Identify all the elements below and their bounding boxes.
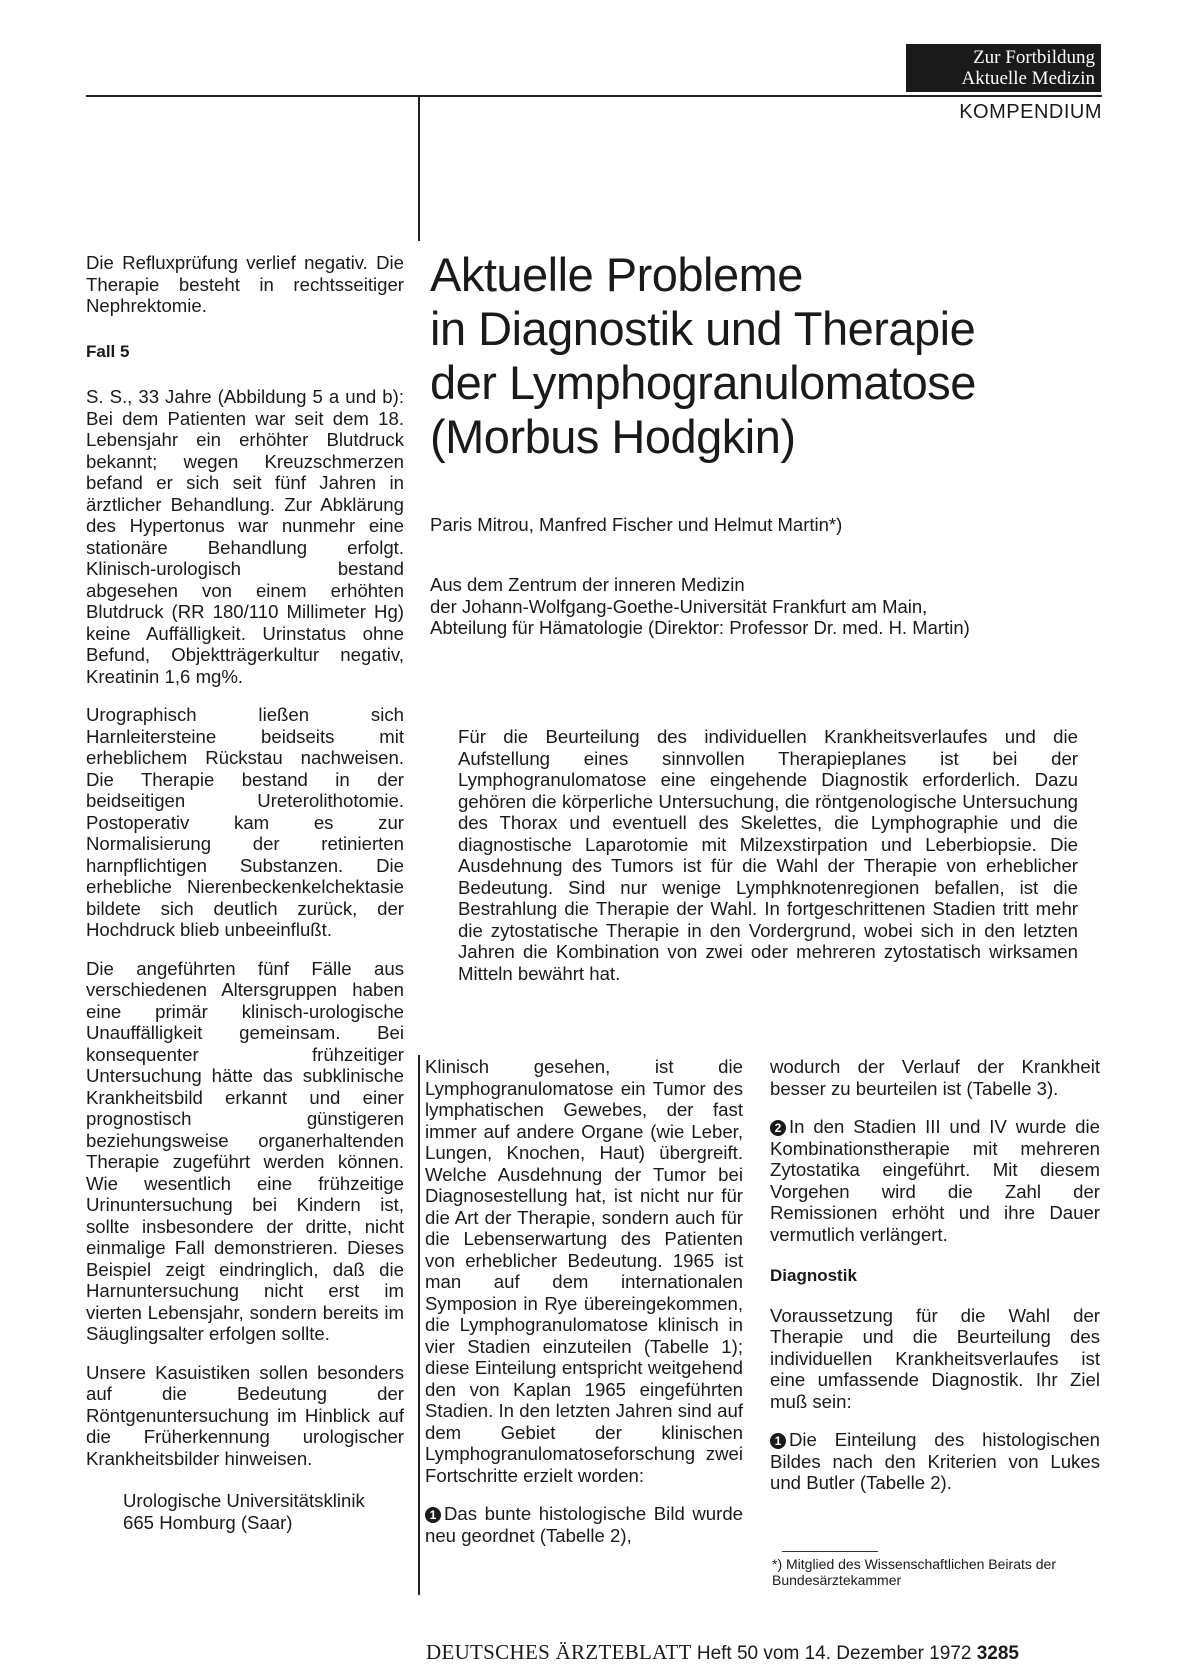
affiliation-line: Abteilung für Hämatologie (Direktor: Professor Dr. med. H. Martin)	[430, 617, 970, 638]
title-line: der Lymphogranulomatose	[430, 356, 976, 409]
article-title	[430, 248, 1100, 464]
paragraph: Unsere Kasuistiken sollen besonders auf die Bedeutung der Röntgenuntersuchung im Hinblick auf die Früherkennung urologischer Krankheitsbilder hinweisen.	[86, 1361, 404, 1469]
author-address	[123, 1490, 404, 1533]
section-heading: Diagnostik	[770, 1266, 857, 1285]
footnote-rule	[782, 1551, 878, 1552]
paragraph: Klinisch gesehen, ist die Lymphogranulomatose ein Tumor des lymphatischen Gewebes, der fast immer auf andere Organe (wie Leber, Lungen, Knochen, Haut) übergreift. Welche Ausdehnung der Tumor bei Diagnosestellung hat, ist nicht nur für die Art der Therapie, sondern auch für die Lebenserwartung des Patienten von erheblicher Bedeutung. 1965 ist man auf dem internationalen Symposion in Rye übereingekommen, die Lymphogranulomatose klinisch in vier Stadien einzuteilen (Tabelle 1); diese Einteilung entspricht weitgehend den von Kaplan 1965 eingeführten Stadien. In den letzten Jahren sind auf dem Gebiet der klinischen Lymphogranulomatoseforschung zwei Fortschritte erzielt worden:	[425, 1056, 743, 1486]
affiliation-line: der Johann-Wolfgang-Goethe-Universität Frankfurt am Main,	[430, 595, 928, 617]
page-footer	[426, 1640, 1019, 1665]
list-item	[770, 1116, 1100, 1245]
address-line: 665 Homburg (Saar)	[123, 1511, 293, 1533]
issue-info: Heft 50 vom 14. Dezember 1972	[696, 1643, 972, 1664]
column-divider-top	[418, 95, 420, 241]
list-item	[770, 1429, 1100, 1494]
title-line: (Morbus Hodgkin)	[430, 410, 796, 463]
left-column	[86, 252, 404, 1533]
address-line: Urologische Universitätsklinik	[123, 1490, 365, 1511]
abstract: Für die Beurteilung des individuellen Krankheitsverlaufes und die Aufstellung eines sinnvollen Therapieplanes ist bei der Lymphogranulomatose eine eingehende Diagnostik erforderlich. Dazu gehören die körperliche Untersuchung, die röntgenologische Untersuchung des Thorax und eventuell des Skelettes, die Lymphographie und die diagnostische Laparotomie mit Milzexstirpation und Leberbiopsie. Die Ausdehnung des Tumors ist für die Wahl der Therapie von erheblicher Bedeutung. Sind nur wenige Lymphknotenregionen befallen, ist die Bestrahlung die Therapie der Wahl. In fortgeschrittenen Stadien tritt mehr die zytostatische Therapie in den Vordergrund, wobei sich in den letzten Jahren die Kombination von zwei oder mehreren zytostatisch wirksamen Mitteln bewährt hat.	[458, 726, 1078, 984]
paragraph: Die Refluxprüfung verlief negativ. Die Therapie besteht in rechtsseitiger Nephrektomie.	[86, 252, 404, 316]
paragraph: wodurch der Verlauf der Krankheit besser zu beurteilen ist (Tabelle 3).	[770, 1056, 1100, 1099]
section-label: KOMPENDIUM	[959, 101, 1102, 123]
item-number-marker: 2	[770, 1120, 786, 1136]
paragraph: Voraussetzung für die Wahl der Therapie und die Beurteilung des individuellen Krankheitsverlaufes ist eine umfassende Diagnostik. Ihr Ziel muß sein:	[770, 1304, 1100, 1412]
top-rule	[86, 95, 1102, 97]
column-divider-bottom	[418, 1055, 420, 1595]
list-item	[425, 1503, 743, 1546]
paragraph: Urographisch ließen sich Harnleitersteine beidseits mit erheblichem Rückstau nachweisen. Die Therapie bestand in der beidseitigen Ureterolithotomie. Postoperativ kam es zur Normalisierung der retinierten harnpflichtigen Substanzen. Die erhebliche Nierenbeckenkelchektasie bildete sich deutlich zurück, der Hochdruck blieb unbeeinflußt.	[86, 704, 404, 940]
badge-line-1: Zur Fortbildung	[973, 47, 1095, 68]
item-number-marker: 1	[425, 1507, 441, 1523]
badge-line-2: Aktuelle Medizin	[961, 68, 1095, 89]
journal-name: DEUTSCHES ÄRZTEBLATT	[426, 1640, 692, 1664]
title-line: Aktuelle Probleme	[430, 248, 803, 301]
item-number-marker: 1	[770, 1433, 786, 1449]
affiliation	[430, 574, 970, 639]
list-item-text: In den Stadien III und IV wurde die Kombinationstherapie mit mehreren Zytostatika eingeführt. Mit diesem Vorgehen wird die Zahl der Remissionen erhöht und ihre Dauer vermutlich verlängert.	[770, 1116, 1100, 1245]
middle-column	[425, 1056, 743, 1563]
affiliation-line: Aus dem Zentrum der inneren Medizin	[430, 574, 745, 595]
paragraph: S. S., 33 Jahre (Abbildung 5 a und b): Bei dem Patienten war seit dem 18. Lebensjahr ein erhöhter Blutdruck bekannt; wegen Kreuzschmerzen befand er sich seit fünf Jahren in ärztlicher Behandlung. Zur Abklärung des Hypertonus war nunmehr eine stationäre Behandlung erfolgt. Klinisch-urologisch bestand abgesehen von einem erhöhten Blutdruck (RR 180/110 Millimeter Hg) keine Auffälligkeit. Urinstatus ohne Befund, Objektträgerkultur negativ, Kreatinin 1,6 mg%.	[86, 386, 404, 687]
right-column	[770, 1056, 1100, 1511]
page-number: 3285	[976, 1643, 1020, 1664]
paragraph: Die angeführten fünf Fälle aus verschiedenen Altersgruppen haben eine primär klinisch-urologische Unauffälligkeit gemeinsam. Bei konsequenter frühzeitiger Untersuchung hätte das subklinische Krankheitsbild erkannt und einer prognostisch günstigeren beziehungsweise organerhaltenden Therapie zugeführt werden können. Wie wesentlich eine frühzeitige Urinuntersuchung bei Kindern ist, sollte insbesondere der dritte, nicht einmalige Fall demonstrieren. Dieses Beispiel zeigt eindringlich, daß die Harnuntersuchung nicht erst im vierten Lebensjahr, sondern bereits im Säuglingsalter erfolgen sollte.	[86, 957, 404, 1344]
section-badge	[906, 44, 1101, 92]
list-item-text: Die Einteilung des histologischen Bildes nach den Kriterien von Lukes und Butler (Tabelle 2).	[770, 1429, 1100, 1493]
title-line: in Diagnostik und Therapie	[430, 302, 976, 355]
list-item-text: Das bunte histologische Bild wurde neu geordnet (Tabelle 2),	[425, 1503, 743, 1546]
footnote: *) Mitglied des Wissenschaftlichen Beirats der Bundesärztekammer	[772, 1556, 1057, 1588]
case-heading: Fall 5	[86, 341, 130, 361]
authors: Paris Mitrou, Manfred Fischer und Helmut Martin*)	[430, 514, 843, 535]
